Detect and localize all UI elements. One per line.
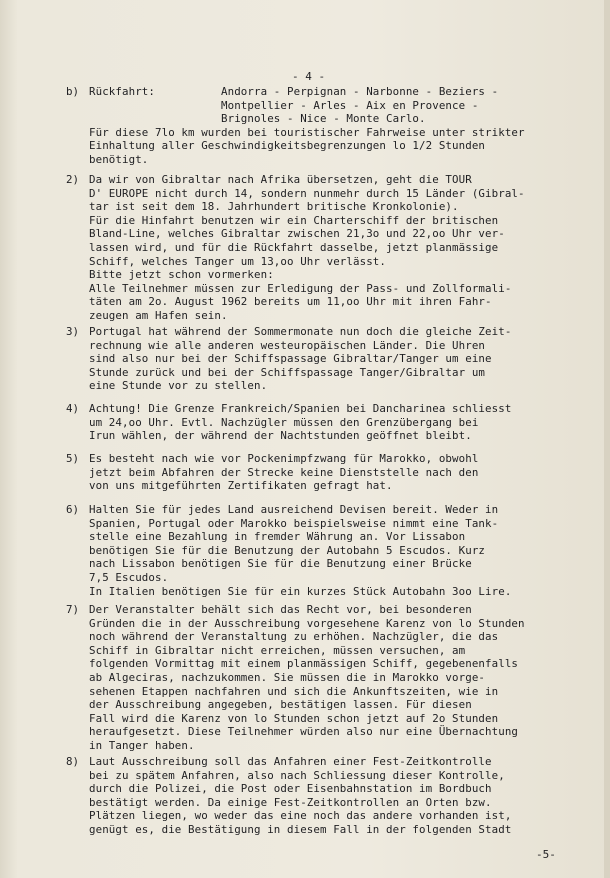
text-line: Plätzen liegen, wo weder das eine noch das andere vorhanden ist, xyxy=(89,809,512,823)
text-line: bei zu spätem Anfahren, also nach Schliessung dieser Kontrolle, xyxy=(89,768,505,782)
text-line: Gründen die in der Ausschreibung vorgesehene Karenz von lo Stunden xyxy=(89,616,525,630)
text-line: Da wir von Gibraltar nach Afrika übersetzen, geht die TOUR xyxy=(89,173,472,186)
text-line: Achtung! Die Grenze Frankreich/Spanien bei Dancharinea schliesst xyxy=(89,402,512,415)
item-number: 4) xyxy=(66,402,80,415)
text-line: Es besteht nach wie vor Pockenimpfzwang für Marokko, obwohl xyxy=(89,452,479,465)
text-line: Rückfahrt: Andorra - Perpignan - Narbonne - Beziers - xyxy=(89,85,499,98)
text-line: um 24,oo Uhr. Evtl. Nachzügler müssen den Grenzübergang bei xyxy=(89,415,479,429)
text-line: stelle eine Bezahlung in fremder Währung an. Vor Lissabon xyxy=(89,530,466,544)
text-line: nach Lissabon benötigen Sie für die Benutzung einer Brücke xyxy=(89,557,472,571)
text-line: ab Algeciras, nachzukommen. Sie müssen die in Marokko vorge- xyxy=(89,671,486,684)
item-number: 5) xyxy=(66,452,80,465)
item-number: 3) xyxy=(66,325,80,338)
text-line: Für die Hinfahrt benutzen wir ein Charterschiff der britischen xyxy=(89,213,499,227)
text-line: benötigt. xyxy=(89,153,149,166)
text-line: der Ausschreibung angegeben, bestätigen lassen. Für diesen xyxy=(89,698,472,712)
text-line: Bitte jetzt schon vormerken: xyxy=(89,268,274,282)
item-number: 8) xyxy=(66,755,80,768)
text-line: Der Veranstalter behält sich das Recht vor, bei besonderen xyxy=(89,603,472,616)
text-line: Fall wird die Karenz von lo Stunden schon jetzt auf 2o Stunden xyxy=(89,711,499,725)
text-line: sind also nur bei der Schiffspassage Gibraltar/Tanger um eine xyxy=(89,352,492,366)
page-number-top: - 4 - xyxy=(292,70,326,83)
item-number: 7) xyxy=(66,603,80,616)
text-line: eine Stunde vor zu stellen. xyxy=(89,379,268,393)
text-line: Halten Sie für jedes Land ausreichend Devisen bereit. Weder in xyxy=(89,503,499,516)
text-line: jetzt beim Abfahren der Strecke keine Dienststelle nach den xyxy=(89,465,479,479)
item-number: b) xyxy=(66,85,80,98)
text-line: Einhaltung aller Geschwindigkeitsbegrenzungen lo 1/2 Stunden xyxy=(89,139,486,153)
text-line: Alle Teilnehmer müssen zur Erledigung der Pass- und Zollformali- xyxy=(89,281,512,295)
text-line: Laut Ausschreibung soll das Anfahren einer Fest-Zeitkontrolle xyxy=(89,755,492,768)
text-line: in Tanger haben. xyxy=(89,739,195,752)
text-line: Für diese 7lo km wurden bei touristischer Fahrweise unter strikter xyxy=(89,125,525,139)
text-line: genügt es, die Bestätigung in diesem Fall in der folgenden Stadt xyxy=(89,823,512,836)
text-line: von uns mitgeführten Zertifikaten gefragt hat. xyxy=(89,479,393,493)
text-line: benötigen Sie für die Benutzung der Autobahn 5 Escudos. Kurz xyxy=(89,543,486,557)
text-line: folgenden Vormittag mit einem planmässigen Schiff, gegebenenfalls xyxy=(89,657,519,671)
text-line: noch während der Veranstaltung zu erhöhen. Nachzügler, die das xyxy=(89,630,499,644)
text-line: D' EUROPE nicht durch 14, sondern nunmehr durch 15 Länder (Gibral- xyxy=(89,186,525,200)
text-line: rechnung wie alle anderen westeuropäischen Länder. Die Uhren xyxy=(89,338,486,352)
text-line: 7,5 Escudos. xyxy=(89,571,169,584)
page-number-bottom: -5- xyxy=(536,848,556,861)
text-line: lassen wird, und für die Rückfahrt dasselbe, jetzt planmässige xyxy=(89,241,499,254)
text-line: Stunde zurück und bei der Schiffspassage Tanger/Gibraltar um xyxy=(89,365,486,379)
text-line: Irun wählen, der während der Nachtstunden geöffnet bleibt. xyxy=(89,429,472,443)
text-line: täten am 2o. August 1962 bereits um 11,oo Uhr mit ihren Fahr- xyxy=(89,295,492,309)
text-line: Schiff, welches Tanger um 13,oo Uhr verlässt. xyxy=(89,254,387,268)
text-line: Bland-Line, welches Gibraltar zwischen 21,3o und 22,oo Uhr ver- xyxy=(89,227,505,241)
text-line: In Italien benötigen Sie für ein kurzes Stück Autobahn 3oo Lire. xyxy=(89,584,512,598)
item-number: 2) xyxy=(66,173,80,186)
text-line: Brignoles - Nice - Monte Carlo. xyxy=(89,112,426,126)
text-line: zeugen am Hafen sein. xyxy=(89,309,228,322)
text-line: Portugal hat während der Sommermonate nun doch die gleiche Zeit- xyxy=(89,325,512,338)
page-edge-shadow xyxy=(604,0,610,878)
text-line: Montpellier - Arles - Aix en Provence - xyxy=(89,98,479,112)
text-line: bestätigt werden. Da einige Fest-Zeitkontrollen an Orten bzw. xyxy=(89,795,492,809)
text-line: sehenen Etappen nachfahren und sich die Ankunftszeiten, wie in xyxy=(89,684,499,698)
text-line: Schiff in Gibraltar nicht erreichen, müssen versuchen, am xyxy=(89,643,466,657)
text-line: tar ist seit dem 18. Jahrhundert britische Kronkolonie). xyxy=(89,200,459,214)
text-line: heraufgesetzt. Diese Teilnehmer würden also nur eine Übernachtung xyxy=(89,725,519,739)
text-line: Spanien, Portugal oder Marokko beispielsweise nimmt eine Tank- xyxy=(89,516,499,530)
item-number: 6) xyxy=(66,503,80,516)
text-line: durch die Polizei, die Post oder Eisenbahnstation im Bordbuch xyxy=(89,782,492,796)
